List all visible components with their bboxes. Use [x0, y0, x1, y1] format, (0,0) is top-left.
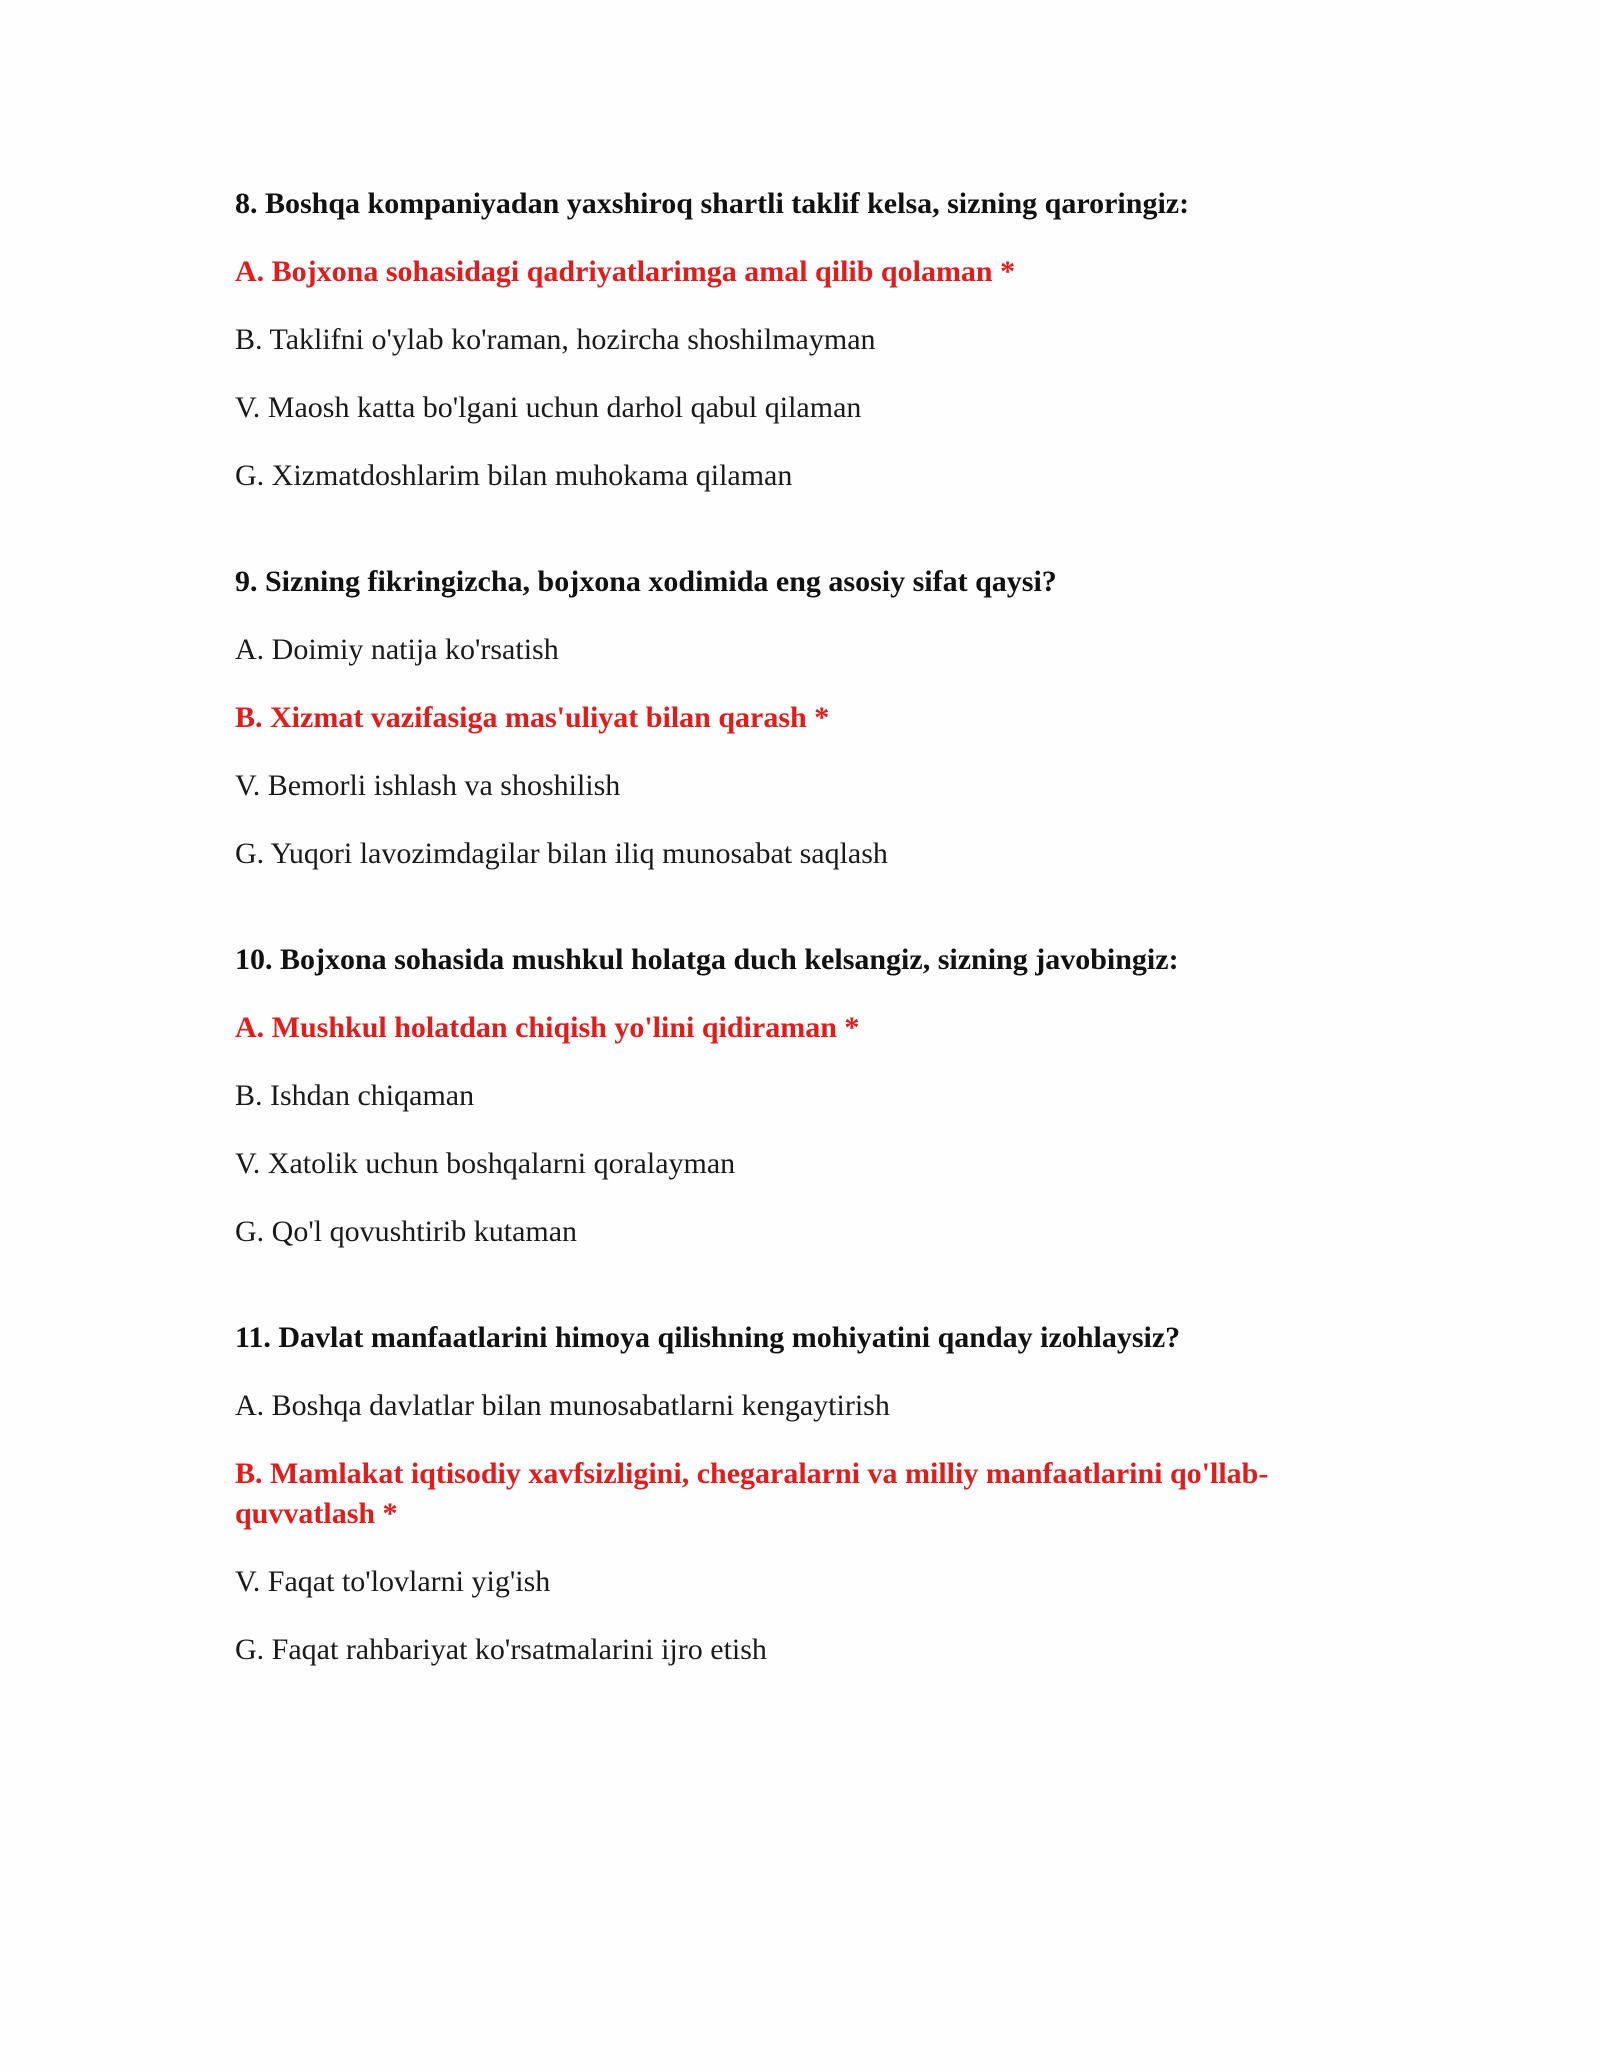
- option: V. Bemorli ishlash va shoshilish: [235, 769, 621, 802]
- option: A. Boshqa davlatlar bilan munosabatlarni kengaytirish: [235, 1389, 890, 1422]
- quiz-content: [235, 184, 1365, 1736]
- option: V. Xatolik uchun boshqalarni qoralayman: [235, 1147, 736, 1180]
- question-block-8: [235, 184, 1365, 496]
- question-text: 10. Bojxona sohasida mushkul holatga duch kelsangiz, sizning javobingiz:: [235, 943, 1179, 976]
- option-correct: A. Mushkul holatdan chiqish yo'lini qidiraman *: [235, 1011, 860, 1044]
- option: G. Faqat rahbariyat ko'rsatmalarini ijro etish: [235, 1633, 767, 1666]
- option: A. Doimiy natija ko'rsatish: [235, 633, 559, 666]
- option-correct: B. Xizmat vazifasiga mas'uliyat bilan qarash *: [235, 701, 830, 734]
- option: G. Qo'l qovushtirib kutaman: [235, 1215, 578, 1248]
- question-text: 11. Davlat manfaatlarini himoya qilishning mohiyatini qanday izohlaysiz?: [235, 1321, 1181, 1354]
- option: G. Yuqori lavozimdagilar bilan iliq munosabat saqlash: [235, 837, 888, 870]
- option-correct: B. Mamlakat iqtisodiy xavfsizligini, chegaralarni va milliy manfaatlarini qo'llab-quvvatlash *: [235, 1457, 1269, 1530]
- question-text: 9. Sizning fikringizcha, bojxona xodimida eng asosiy sifat qaysi?: [235, 565, 1057, 598]
- option-correct: A. Bojxona sohasidagi qadriyatlarimga amal qilib qolaman *: [235, 255, 1016, 288]
- question-block-10: [235, 940, 1365, 1252]
- question-block-9: [235, 562, 1365, 874]
- option: V. Maosh katta bo'lgani uchun darhol qabul qilaman: [235, 391, 862, 424]
- question-text: 8. Boshqa kompaniyadan yaxshiroq shartli taklif kelsa, sizning qaroringiz:: [235, 187, 1190, 220]
- question-block-11: [235, 1318, 1365, 1670]
- option: B. Ishdan chiqaman: [235, 1079, 475, 1112]
- option: V. Faqat to'lovlarni yig'ish: [235, 1565, 551, 1598]
- option: B. Taklifni o'ylab ko'raman, hozircha shoshilmayman: [235, 323, 876, 356]
- option: G. Xizmatdoshlarim bilan muhokama qilaman: [235, 459, 793, 492]
